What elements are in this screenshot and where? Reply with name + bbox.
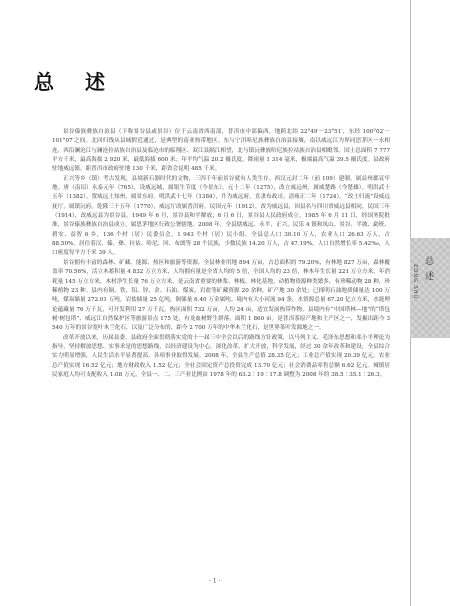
side-tab-pinyin: ZONG SHU xyxy=(412,264,418,300)
page-title: 总 述 xyxy=(34,70,117,94)
side-tab-title: 总述 xyxy=(423,256,433,286)
side-divider-top xyxy=(410,0,411,240)
page-number: · 1 · xyxy=(209,578,221,585)
side-divider-bottom xyxy=(410,338,411,606)
side-tab xyxy=(410,0,450,606)
paragraph-resources: 景谷拥有丰富的森林、矿藏、能源、热区和旅游等资源。全县林业用地 894 万亩，占总面积的 79.20%，有林地 827 万亩，森林覆盖率 70.56%，活立木蓄积量 4 832 万立方米，人均拥有量是全省人均的 5 倍，全国人均的 23 倍，林木年生长量 221 万立方米，年消耗量 145 万立方米，木材净生长量 76 万立方米，是云南省重要的林浆、林板、林化基地。动植物资源种类繁多，有珍稀动物 28 种，珍稀植物 23 种。县内有铜、铁、铝、锌、金、石油、煤炭、岩盐等矿藏资源 20 余种，矿产地 30 余处；已探明石油地质储量达 100 万吨，煤炭储量 272.01 万吨，岩盐储量 25 亿吨，铜储量 6.40 万金属吨。境内有大小河流 94 条，水资源总量 67.20 亿立方米，水能理论蕴藏量 76 万千瓦，可开发利用 27 万千瓦。热区面积 732 万亩，人均 24 亩，适宜发展热带作物。县境内有“中国塔林—地”的“塔包树·树包塔”、威远江自然保护区等旅游景点 175 处，有龙血树野生群落，面积 1 860 亩。是普洱茶原产地和主产区之一，发掘出距今 3 540 万年的景谷宽叶木兰化石，以及广泛分布的、距今 2 700 万年的中华木兰化石，是世界茶叶发源地之一。 xyxy=(52,259,390,332)
paragraph-history: 正兴等乡（镇）考古发现，县境新石器时代的文物，三四千年前景谷就有人类生存。西汉元封二年（前 109）建制，属益州郡哀牢地。唐（南诏）永泰元年（765），设威远城，属银生节度（今景东）。元十二年（1275），改立威远州，属威楚路（今楚雄）。明洪武十五年（1382），置威远土知州，属景东府。明洪武十七年（1384），升为威远府，直隶布政司。清雍正二年（1724），“改土归流”设威远抚厅，属镇沅府。乾隆三十五年（1770），威远厅改属普洱府。民国元年（1912），改为威远县，因县名与四川省威远县相同，民国三年（1914），改威远县为景谷县。1949 年 6 月，景谷县和平解放；6 月 6 日，景谷县人民政府成立。1985 年 6 月 11 日，经国务院批准，景谷傣族彝族自治县成立，属思茅地区行政公署辖地。2008 年，全县辖威远、永平、正兴、民乐 4 镇和凤山、景谷、半坡、勐班、碧安、益智 6 乡，136 个村（居）民委员会，1 943 个村（居）民小组。全县总人口 30.10 万人，农业人口 26.63 万人，占 88.50%。居住着汉、傣、彝、拉祜、哈尼、回、布朗等 28 个民族，少数民族 14.20 万人，占 47.19%。人口自然增长率 5.42‰，人口密度每平方千米 39 人。 xyxy=(52,175,390,257)
body-text xyxy=(52,128,390,380)
paragraph-overview: 景谷傣族彝族自治县（下称景谷县或景谷）位于云南省西南部，普洱市中部偏西。地跨北纬 22°49′－23°51′，东经 100°02′－101°07′之间。北回归线从县城附近通过，是典型的南亚热带地区。东与宁洱哈尼族彝族自治县接壤，南以威远江为界同思茅区一水相连，西沿澜沧江与澜沧拉祜族自治县及临沧市的临翔区、双江县隔江相望，北与镇沅彝族哈尼族拉祜族自治县相毗邻。国土总面积 7 777 平方千米，最高海拔 2 920 米，最低海拔 600 米；年平均气温 20.2 摄氏度，降雨量 1 314 毫米，极端最高气温 39.5 摄氏度。县政府驻地威远镇，距普洱市政府驻地 130 千米，距省会昆明 485 千米。 xyxy=(52,129,390,173)
paragraph-development: 改革开放以来，历届县委、县政府全面贯彻落实党的十一届三中全会以后的路线方针政策，以马列主义、毛泽东思想和邓小平理论为指导，坚持解放思想、实事求是的思想路线，以经济建设为中心，深化改革，扩大开放，科学发展，经过 30 余年改革和建设，全县综合实力明显增强，人民生活水平显著提高，各项事业取得发展。2008 年，全县生产总值 28.35 亿元；工业总产值实现 20.39 亿元，农业总产值实现 16.52 亿元；地方财政收入 1.52 亿元；全社会固定资产总投资完成 13.70 亿元；社会消费品零售总额 6.62 亿元。城镇居民家庭人均可支配收入 1.08 万元，全县一、二、三产业比例由 1978 年的 63.2∶19∶17.8 调整为 2008 年的 38.5∶35.1∶26.3。 xyxy=(52,334,390,378)
